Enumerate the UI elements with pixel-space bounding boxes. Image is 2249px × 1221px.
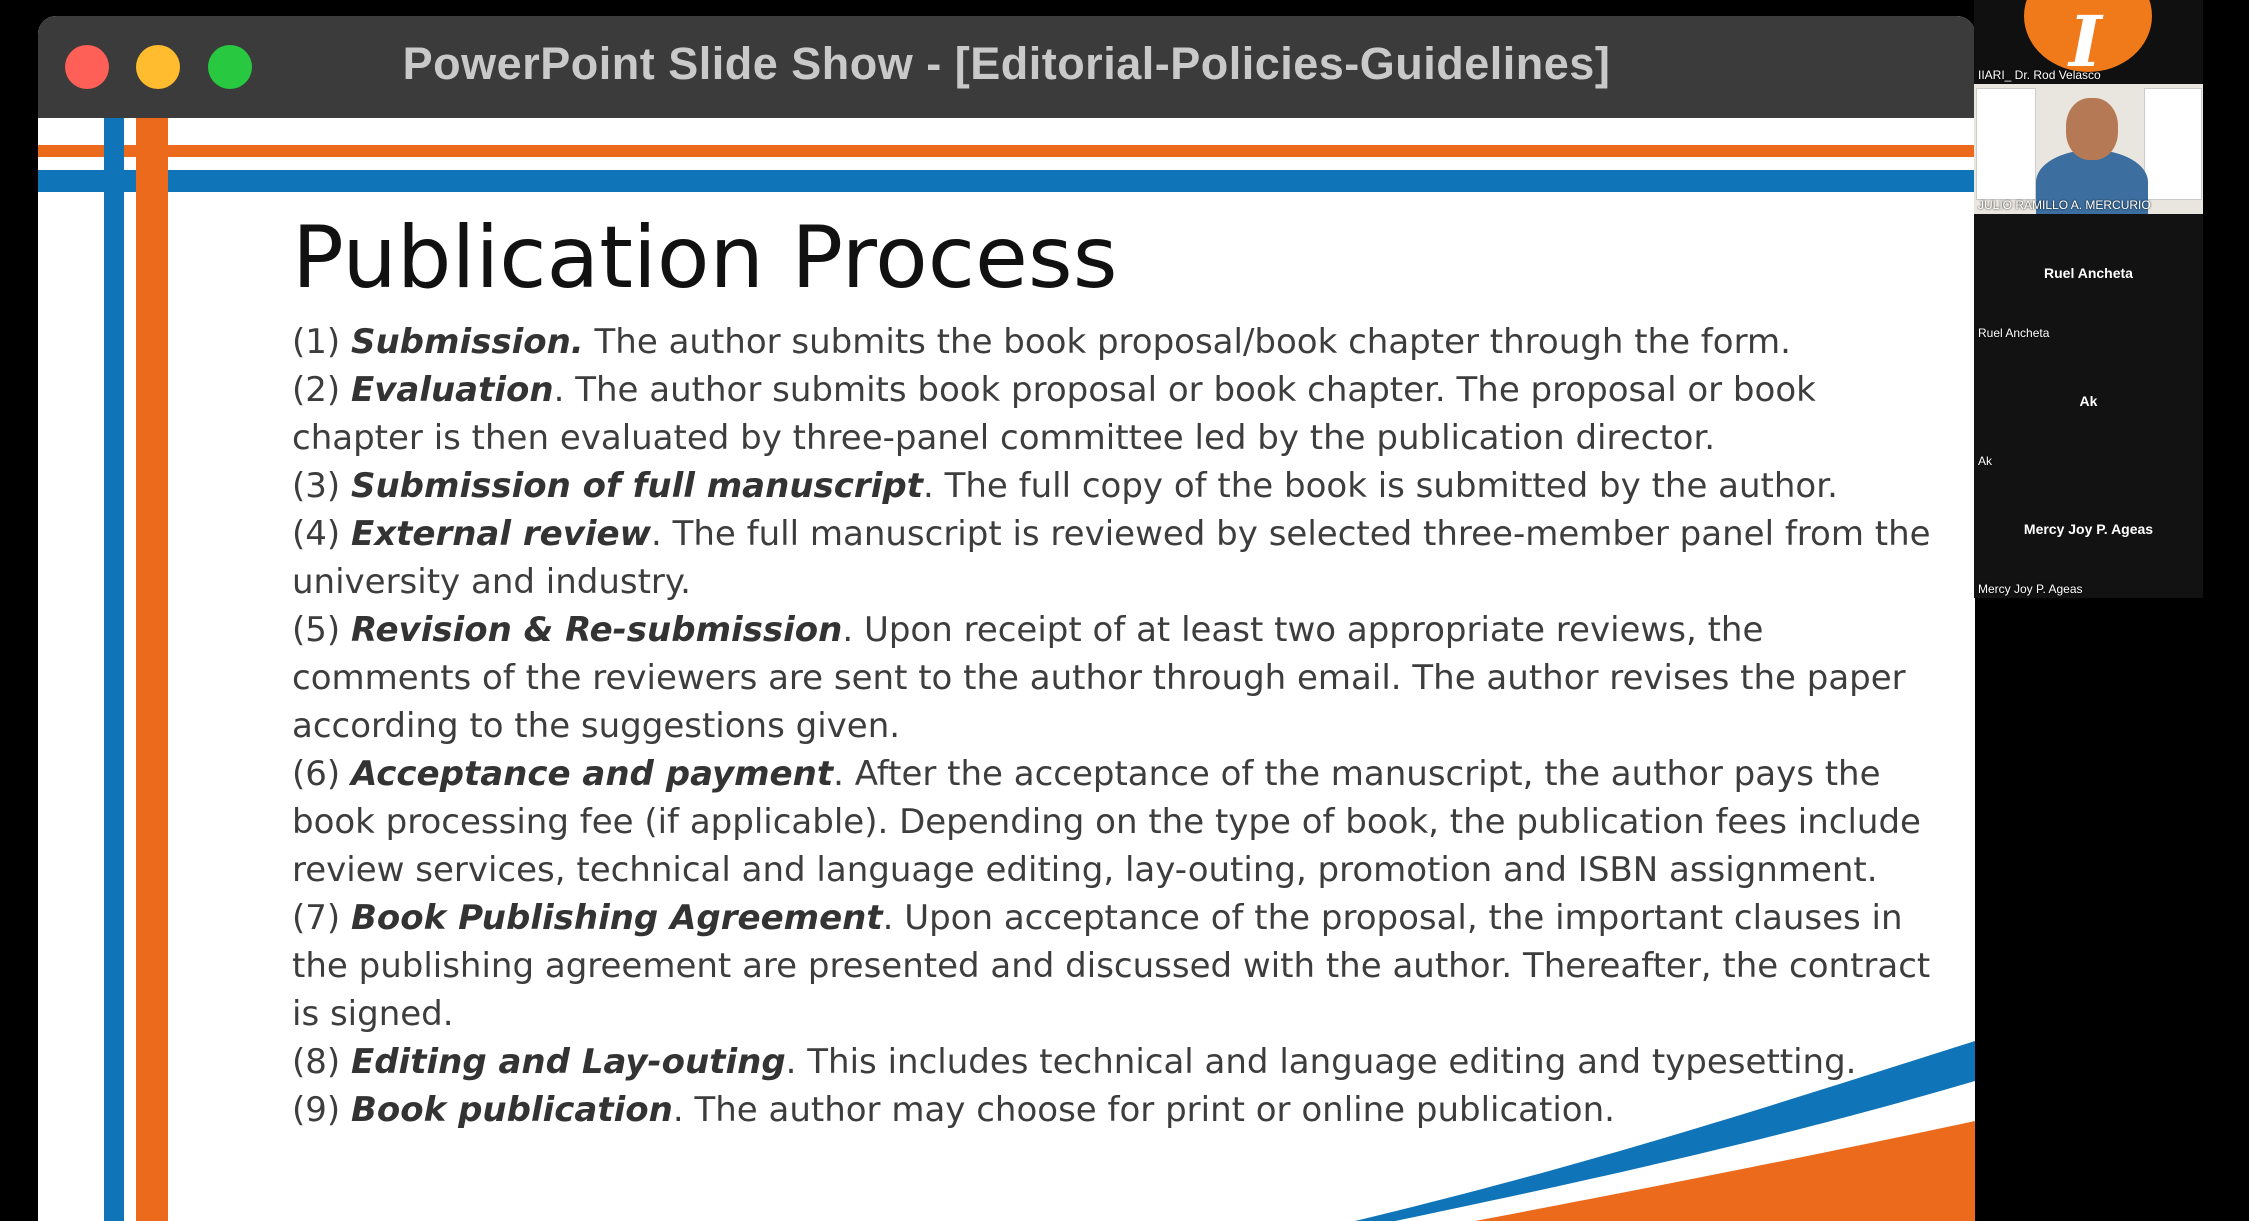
title-bar xyxy=(38,16,1975,119)
step-term: Submission. xyxy=(350,322,584,362)
list-item xyxy=(292,750,1952,894)
slide-stripe-blue-horizontal xyxy=(38,170,1975,192)
participant-tile[interactable] xyxy=(1974,0,2203,84)
participant-display-name: Ak xyxy=(2079,393,2098,410)
list-item xyxy=(292,894,1952,1038)
step-text: . Upon receipt of at least two appropriate reviews, the comments of the reviewers are sent to the author through email. The author revises the paper according to the suggestions given. xyxy=(292,610,1906,746)
participant-name: Ruel Ancheta xyxy=(1978,326,2050,340)
step-term: External review xyxy=(350,514,651,554)
slide-stripe-orange-horizontal xyxy=(38,145,1975,157)
step-term: Revision & Re-submission xyxy=(350,610,843,650)
list-item xyxy=(292,1086,1952,1134)
step-number: (5) xyxy=(292,610,341,650)
participant-name: JULIO RAMILLO A. MERCURIO xyxy=(1978,198,2151,212)
step-number: (7) xyxy=(292,898,341,938)
slideshow-window xyxy=(38,16,1975,1221)
step-number: (2) xyxy=(292,370,341,410)
slide-stripe-blue-vertical xyxy=(104,118,124,1221)
participant-tile[interactable] xyxy=(1974,342,2203,470)
participant-tile[interactable] xyxy=(1974,214,2203,342)
step-text: . The full manuscript is reviewed by selected three-member panel from the university and industry. xyxy=(292,514,1931,602)
background-poster-image xyxy=(1976,88,2036,200)
step-term: Acceptance and payment xyxy=(350,754,834,794)
list-item xyxy=(292,366,1952,462)
step-term: Book Publishing Agreement xyxy=(350,898,883,938)
step-text: . The author submits book proposal or book chapter. The proposal or book chapter is then evaluated by three-panel committee led by the publication director. xyxy=(292,370,1816,458)
step-term: Evaluation xyxy=(350,370,554,410)
step-term: Submission of full manuscript xyxy=(350,466,923,506)
step-text: The author submits the book proposal/book chapter through the form. xyxy=(583,322,1791,362)
list-item xyxy=(292,1038,1952,1086)
step-text: . This includes technical and language editing and typesetting. xyxy=(785,1042,1857,1082)
list-item xyxy=(292,462,1952,510)
participant-name: Mercy Joy P. Ageas xyxy=(1978,582,2083,596)
slide-title: Publication Process xyxy=(292,208,1118,308)
logo-letter-icon: I xyxy=(2069,0,2102,83)
participant-display-name: Mercy Joy P. Ageas xyxy=(2023,521,2154,538)
participant-tile[interactable] xyxy=(1974,470,2203,598)
step-text: . After the acceptance of the manuscript, the author pays the book processing fee (if applicable). Depending on the type of book, the publication fees include review services, technical and language editing, lay-outing, promotion and ISBN assignment. xyxy=(292,754,1921,890)
step-term: Editing and Lay-outing xyxy=(350,1042,786,1082)
step-text: . The full copy of the book is submitted by the author. xyxy=(922,466,1838,506)
slide-stripe-orange-vertical xyxy=(136,118,168,1221)
step-term: Book publication xyxy=(350,1090,673,1130)
list-item xyxy=(292,606,1952,750)
step-number: (6) xyxy=(292,754,341,794)
step-number: (8) xyxy=(292,1042,341,1082)
step-text: . The author may choose for print or online publication. xyxy=(672,1090,1615,1130)
step-number: (3) xyxy=(292,466,341,506)
step-number: (1) xyxy=(292,322,341,362)
participant-name: IIARI_ Dr. Rod Velasco xyxy=(1978,68,2101,82)
step-number: (4) xyxy=(292,514,341,554)
list-item xyxy=(292,510,1952,606)
step-text: . Upon acceptance of the proposal, the important clauses in the publishing agreement are presented and discussed with the author. Thereafter, the contract is signed. xyxy=(292,898,1931,1034)
participants-panel xyxy=(1974,0,2203,598)
step-number: (9) xyxy=(292,1090,341,1130)
list-item xyxy=(292,318,1952,366)
slide[interactable] xyxy=(38,118,1975,1221)
process-steps-list xyxy=(292,318,1952,1134)
speaker-video-head xyxy=(2066,98,2118,160)
background-poster-image xyxy=(2144,88,2202,200)
participant-display-name: Ruel Ancheta xyxy=(2044,265,2133,282)
window-title: PowerPoint Slide Show - [Editorial-Policies-Guidelines] xyxy=(402,38,1611,89)
participant-tile-active-speaker[interactable] xyxy=(1974,84,2203,214)
participant-name: Ak xyxy=(1978,454,1993,468)
